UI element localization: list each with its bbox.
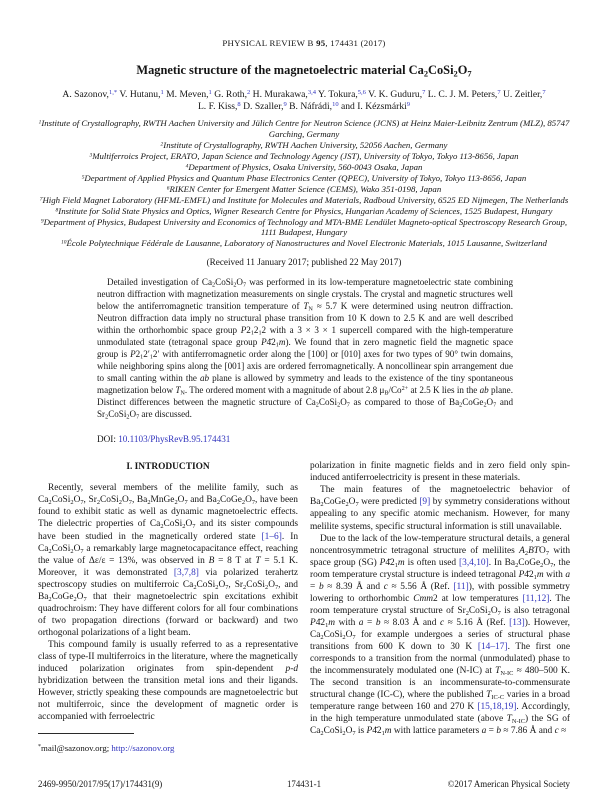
affiliation-line: $^6$RIKEN Center for Emergent Matter Science (CEMS), Wako 351-0198, Japan — [166, 183, 442, 194]
author-affiliation-sup[interactable]: 7 — [422, 88, 426, 96]
author-affiliation-sup[interactable]: 9 — [283, 100, 287, 108]
doi-line — [97, 434, 570, 444]
paragraph: This compound family is usually referred to as a representative class of type-II multiferroics in the literature, where the magnetically induced polarization originates from spin-dependent p-d hybridization between the transition metal ions and their ligands. However, strictly speaking these compounds are magnetoelectric but not multiferroic, since the development of magnetic order is accompanied with ferroelectric — [38, 639, 298, 723]
author: V. Hutanu,$^1$ — [119, 88, 164, 100]
journal-volume: 95 — [316, 38, 326, 48]
paragraph: Due to the lack of the low-temperature structural details, a general noncentrosymmetric tetragonal structure of melilites $A_2BTO_7$ with space group (SG) $P4̄2_1m$ is often used [3,4,10]. In $Ba_2CoGe_2O_7$, the room temperature crystal structure is indeed tetragonal $P4̄2_1m$ with a = b ≈ 8.39 Å and c ≈ 5.56 Å (Ref. [11]), with possible symmetry lowering to orthorhombic Cmm2 at low temperatures [11,12]. The room temperature crystal structure of $Sr_2CoSi_2O_7$ is also tetragonal $P4̄2_1m$ with a = b ≈ 8.03 Å and c ≈ 5.16 Å (Ref. [13]). However, $Ca_2CoSi_2O_7$ for example undergoes a series of structural phase transitions from 600 K down to 30 K [14–17]. The first one corresponds to a transition from the normal (unmodulated) phase to the incommensurately modulated one (N-IC) at $T_{N-IC} \approx 480-500$ K. The second transition is an incommensurate-to-commensurate structural change (IC-C), where the published $T_{IC-C}$ varies in a broad temperature range between 160 and 270 K [15,18,19]. Accordingly, in the high temperature unmodulated state (above $T_{N-IC}$) the SG of $Ca_2CoSi_2O_7$ is $P4̄2_1m$ with lattice parameters a = b ≈ 7.86 Å and c ≈ — [310, 533, 571, 738]
citation-ref[interactable]: [15,18,19] — [477, 702, 517, 713]
author-affiliation-sup[interactable]: 8 — [237, 100, 241, 108]
author-affiliation-sup[interactable]: 3,4 — [307, 88, 316, 96]
affiliation-number: 10 — [61, 239, 67, 246]
affiliation-number: 7 — [39, 196, 43, 203]
footnote-marker: * — [38, 744, 41, 751]
affiliation-line: $^2$Institute of Crystallography, RWTH Aachen University, 52056 Aachen, Germany — [160, 140, 448, 151]
two-column-body — [38, 460, 570, 754]
citation-ref[interactable]: [11,12] — [522, 593, 550, 604]
paragraph: The main features of the magnetoelectric behavior of $Ba_2CoGe_2O_7$ were predicted [9] by symmetry considerations without appealing to any specific atomic mechanism. However, for many melilite systems, specific structural information is still unavailable. — [310, 485, 571, 532]
affiliation-line: $^{10}$École Polytechnique Fédérale de Lausanne, Laboratory of Nanostructures and Novel Electronic Materials, 1015 Lausanne, Switzerland — [61, 238, 547, 249]
citation-ref[interactable]: [9] — [419, 497, 431, 508]
footnote-email: mail@sazonov.org; — [40, 743, 112, 754]
journal-issue-info: , 174431 (2017) — [325, 38, 386, 48]
affiliation-line: $^1$Institute of Crystallography, RWTH Aachen University and Jülich Centre for Neutron Science (JCNS) at Heinz Maier-Leibnitz Zentrum (MLZ), 85747 Garching, Germany — [38, 118, 570, 140]
paper-title: Magnetic structure of the magnetoelectric material $Ca_2CoSi_2O_7$ — [136, 63, 472, 79]
doi-label: DOI: — [97, 434, 116, 445]
left-column — [38, 460, 298, 754]
citation-ref[interactable]: [13] — [509, 617, 525, 628]
author: D. Szaller,$^9$ — [243, 100, 287, 113]
author: V. K. Guduru,$^7$ — [368, 88, 426, 100]
affiliation-number: 8 — [55, 206, 59, 213]
paragraph: Recently, several members of the melilite family, such as $Ca_2CoSi_2O_7$, $Sr_2CoSi_2O_7$, $Ba_2MnGe_2O_7$ and $Ba_2CoGe_2O_7$, have been found to exhibit static as well as dynamic magnetoelectric effects. The dielectric properties of $Ca_2CoSi_2O_7$ and its sister compounds have been studied in the magnetically ordered state [1–6]. In $Ca_2CoSi_2O_7$ a remarkably large magnetocapacitance effect, reaching the value of Δε/ε = 13%, was observed in B = 8 T at T = 5.1 K. Moreover, it was demonstrated [3,7,8] via polarized terahertz spectroscopy studies on multiferroic $Ca_2CoSi_2O_7$, $Sr_2CoSi_2O_7$, and $Ba_2CoGe_2O_7$ that their magnetoelectric spin excitations exhibit quadrochroism: They have different colors for all four combinations of two propagation directions (forward or backward) and two orthogonal polarizations of a light beam. — [38, 483, 299, 638]
author-line-2 — [38, 101, 570, 113]
author-affiliation-sup[interactable]: 10 — [332, 100, 339, 108]
author: and I. Kézsmárki$^9$ — [340, 100, 411, 113]
author-affiliation-sup[interactable]: 2 — [247, 88, 251, 96]
issn-code: 2469-9950/2017/95(17)/174431(9) — [38, 779, 163, 789]
affiliation-line: $^7$High Field Magnet Laboratory (HFML-EMFL) and Institute for Molecules and Materials, Radboud University, 6525 ED Nijmegen, The Netherlands — [39, 194, 569, 205]
affiliation-line: $^4$Department of Physics, Osaka University, 560-0043 Osaka, Japan — [185, 162, 423, 173]
right-column-paragraphs — [310, 460, 570, 737]
journal-header — [38, 38, 570, 48]
citation-ref[interactable]: [1–6] — [261, 531, 282, 542]
paragraph: polarization in finite magnetic fields and in zero field only spin-induced antiferroelectricity is present in these materials. — [310, 461, 570, 484]
right-column — [310, 460, 570, 754]
footnote-url-link[interactable]: http://sazonov.org — [111, 743, 175, 754]
author: M. Meven,$^1$ — [166, 88, 212, 100]
affiliation-number: 4 — [185, 163, 189, 170]
footnote — [38, 742, 298, 754]
author-affiliation-sup[interactable]: 7 — [542, 88, 546, 96]
affiliation-list — [38, 118, 570, 249]
affiliation-number: 1 — [38, 119, 42, 126]
affiliation-number: 2 — [160, 141, 164, 148]
affiliation-number: 6 — [166, 185, 170, 192]
section-heading-introduction: I. INTRODUCTION — [126, 462, 210, 473]
author: L. F. Kiss,$^8$ — [197, 100, 241, 113]
citation-ref[interactable]: [11] — [453, 581, 469, 592]
page-footer — [38, 779, 570, 789]
footnote-rule — [38, 733, 134, 734]
author-list — [38, 89, 570, 113]
citation-ref[interactable]: [3,4,10] — [459, 557, 489, 568]
affiliation-number: 3 — [89, 152, 93, 159]
author-affiliation-sup[interactable]: 1,* — [108, 88, 118, 96]
affiliation-number: 9 — [40, 217, 44, 224]
author-affiliation-sup[interactable]: 1 — [160, 88, 164, 96]
author: G. Roth,$^2$ — [214, 88, 251, 100]
copyright: ©2017 American Physical Society — [447, 779, 570, 789]
affiliation-line: $^9$Department of Physics, Budapest University and Economics of Technology and MTA-BME Lendület Magneto-optical Spectroscopy Research Group, 1111 Budapest, Hungary — [40, 216, 568, 238]
abstract: Detailed investigation of $Ca_2CoSi_2O_7$ was performed in its low-temperature magnetoelectric state combining neutron diffraction with magnetization measurements on single crystals. The crystal and magnetic structures well below the antiferromagnetic transition temperature of $T_N \approx 5.7$ K were determined using neutron diffraction. Neutron diffraction data imply no structural phase transition from 10 K down to 2.5 K and are well described within the orthorhombic space group $P2_12_12$ with a 3 × 3 × 1 supercell compared with the high-temperature unmodulated state (tetragonal space group $P4̄2_1m$). We found that in zero magnetic field the magnetic space group is $P2_12'_12'$ with antiferromagnetic order along the [100] or [010] axes for two types of 90° twin domains, while neighboring spins along the [001] axis are ordered ferromagnetically. A noncollinear spin arrangement due to small canting within the ab plane is allowed by symmetry and leads to the existence of the tiny spontaneous magnetization below $T_N$. The ordered moment with a magnitude of about 2.8 $\mu_B/Co^{2+}$ at 2.5 K lies in the ab plane. Distinct differences between the magnetic structure of $Ca_2CoSi_2O_7$ as compared to those of $Ba_2CoGe_2O_7$ and $Sr_2CoSi_2O_7$ are discussed. — [97, 277, 514, 421]
author-affiliation-sup[interactable]: 5,6 — [357, 88, 366, 96]
received-line: (Received 11 January 2017; published 22 May 2017) — [206, 257, 402, 268]
author-affiliation-sup[interactable]: 9 — [406, 100, 411, 108]
author-line-1 — [38, 89, 570, 101]
author-affiliation-sup[interactable]: 7 — [497, 88, 501, 96]
author: Y. Tokura,$^{5,6}$ — [318, 88, 366, 100]
author: B. Náfrádi,$^{10}$ — [289, 100, 339, 113]
author: U. Zeitler,$^7$ — [503, 88, 546, 100]
footnote-block — [38, 733, 298, 754]
author: A. Sazonov,$^{1,*}$ — [62, 88, 118, 100]
affiliation-line: $^3$Multiferroics Project, ERATO, Japan Science and Technology Agency (JST), University of Tokyo, Tokyo 113-8656, Japan — [89, 151, 519, 162]
affiliation-line: $^5$Department of Applied Physics and Quantum Phase Electronics Center (QPEC), University of Tokyo, Tokyo 113-8656, Japan — [81, 172, 527, 183]
affiliation-number: 5 — [81, 174, 85, 181]
doi-link[interactable]: 10.1103/PhysRevB.95.174431 — [118, 434, 231, 445]
author-affiliation-sup[interactable]: 1 — [208, 88, 212, 96]
page-number: 174431-1 — [286, 779, 322, 789]
left-column-paragraphs — [38, 482, 298, 723]
citation-ref[interactable]: [14–17] — [477, 641, 508, 652]
author: H. Murakawa,$^{3,4}$ — [252, 88, 316, 100]
affiliation-line: $^8$Institute for Solid State Physics and Optics, Wigner Research Centre for Physics, Hungarian Academy of Sciences, 1525 Budapest, Hungary — [55, 205, 553, 216]
citation-ref[interactable]: [3,7,8] — [173, 567, 199, 578]
author: L. C. J. M. Peters,$^7$ — [427, 88, 501, 100]
journal-name: PHYSICAL REVIEW B — [222, 38, 317, 48]
